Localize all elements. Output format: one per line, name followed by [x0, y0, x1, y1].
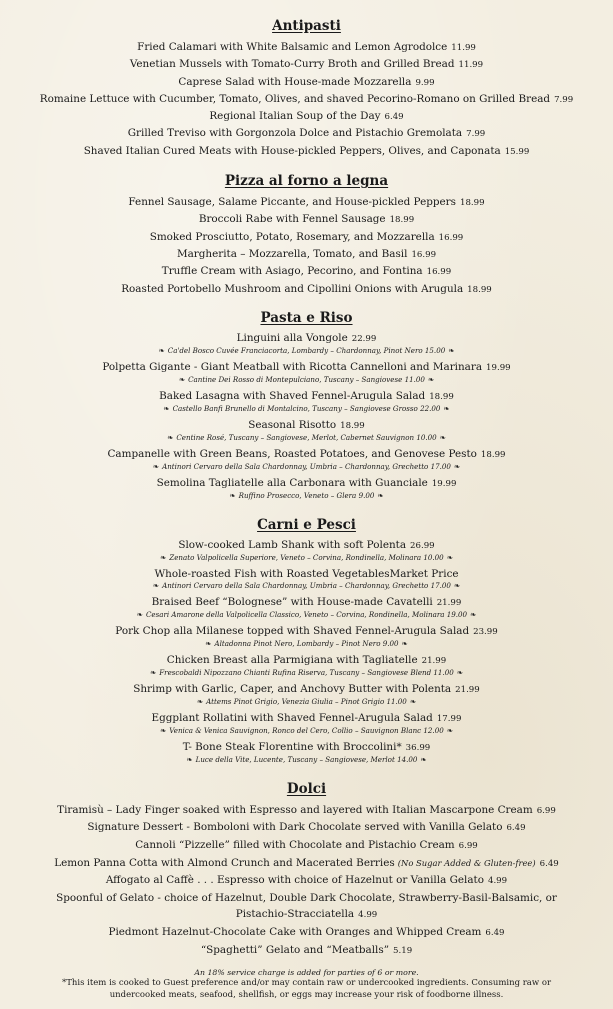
- menu-item: [0, 108, 613, 125]
- fleuron-icon: ❧: [152, 580, 160, 590]
- item-price: 5.19: [393, 945, 413, 956]
- item-name: Truffle Cream with Asiago, Pecorino, and Fontina: [161, 265, 423, 278]
- item-price: 26.99: [410, 540, 435, 551]
- menu-item: [0, 74, 613, 91]
- wine-pairing: ❧ Frescobaldi Nipozzano Chianti Rufina Riserva, Tuscany – Sangiovese Blend 11.00 ❧: [149, 667, 464, 677]
- item-price: 18.99: [467, 284, 492, 295]
- item-name: Pistachio-Stracciatella: [235, 908, 355, 921]
- item-name: Signature Dessert - Bomboloni with Dark Chocolate served with Vanilla Gelato: [87, 821, 503, 834]
- fleuron-icon: ❧: [186, 754, 193, 764]
- item-name: Fried Calamari with White Balsamic and Lemon Agrodolce: [137, 41, 448, 53]
- fleuron-icon: ❧: [453, 461, 461, 471]
- fleuron-icon: ❧: [420, 754, 427, 764]
- item-name: Spoonful of Gelato - choice of Hazelnut, Double Dark Chocolate, Strawberry-Basil-Balsamic, or: [56, 891, 557, 904]
- wine-pairing: ❧ Centine Rosé, Tuscany – Sangiovese, Merlot, Cabernet Sauvignon 10.00 ❧: [167, 432, 446, 442]
- item-price: 6.49: [485, 928, 505, 939]
- item-price: 9.99: [415, 77, 435, 88]
- item-name: Smoked Prosciutto, Potato, Rosemary, and Mozzarella: [149, 230, 435, 243]
- menu-item: [0, 538, 613, 563]
- item-name: Semolina Tagliatelle alla Carbonara with Guanciale: [156, 476, 428, 489]
- menu-item: [0, 246, 613, 263]
- wine-pairing: ❧ Ca'del Bosco Cuvée Franciacorta, Lombardy – Chardonnay, Pinot Nero 15.00 ❧: [158, 345, 455, 355]
- item-name: Piedmont Hazelnut-Chocolate Cake with Oranges and Whipped Cream: [108, 926, 482, 939]
- wine-pairing: ❧ Antinori Cervaro della Sala Chardonnay, Umbria – Chardonnay, Grechetto 17.00 ❧: [152, 580, 461, 590]
- fleuron-icon: ❧: [453, 580, 461, 590]
- menu-item: [0, 143, 613, 160]
- item-price: Market Price: [389, 567, 459, 580]
- wine-pairing: ❧ Cesari Amarone della Valpolicella Classico, Veneto – Corvina, Rondinella, Molinara 19.00 ❧: [136, 609, 477, 619]
- item-price: 19.99: [486, 362, 511, 373]
- fleuron-icon: ❧: [443, 403, 450, 413]
- fleuron-icon: ❧: [167, 432, 174, 442]
- pasta-section: [0, 310, 613, 501]
- item-price: 21.99: [455, 684, 480, 695]
- menu-item: [0, 872, 613, 890]
- menu-item: [0, 819, 613, 837]
- pizza-section: [0, 173, 613, 298]
- menu-item: [0, 56, 613, 73]
- fleuron-icon: ❧: [136, 609, 143, 619]
- item-price: 21.99: [436, 597, 462, 608]
- section-heading: Carni e Pesci: [257, 516, 356, 533]
- fleuron-icon: ❧: [160, 552, 167, 562]
- item-name: Cannoli “Pizzelle” filled with Chocolate and Pistachio Cream: [135, 839, 455, 852]
- item-name: Fennel Sausage, Salame Piccante, and House-pickled Peppers: [128, 196, 456, 209]
- disclaimer-line: undercooked meats, seafood, shellfish, or eggs may increase your risk of foodborne illness.: [109, 989, 504, 1000]
- wine-pairing: ❧ Altadonna Pinot Nero, Lombardy – Pinot Nero 9.00 ❧: [205, 638, 408, 648]
- wine-pairing: ❧ Venica & Venica Sauvignon, Ronco del Cero, Collio – Sauvignon Blanc 12.00 ❧: [159, 725, 454, 735]
- service-charge-note: An 18% service charge is added for parties of 6 or more.: [194, 968, 419, 978]
- item-price: 6.99: [458, 841, 478, 852]
- menu-item: [0, 125, 613, 142]
- menu-item: [0, 360, 613, 385]
- fleuron-icon: ❧: [470, 609, 477, 619]
- item-price: 19.99: [431, 478, 457, 489]
- section-heading: Antipasti: [272, 18, 341, 34]
- item-name: Campanelle with Green Beans, Roasted Potatoes, and Genovese Pesto: [107, 447, 477, 460]
- fleuron-icon: ❧: [377, 490, 384, 500]
- fleuron-icon: ❧: [163, 403, 170, 413]
- fleuron-icon: ❧: [401, 638, 408, 648]
- item-price: 18.99: [459, 198, 485, 209]
- item-price: 11.99: [451, 43, 476, 53]
- menu-item: [0, 447, 613, 472]
- menu-footer: [0, 967, 613, 1001]
- item-price: 16.99: [426, 267, 452, 278]
- item-name: Linguini alla Vongole: [236, 331, 348, 344]
- item-name: Lemon Panna Cotta with Almond Crunch and Macerated Berries: [54, 856, 395, 869]
- item-name: Chicken Breast alla Parmigiana with Tagliatelle: [166, 653, 418, 666]
- menu-item: [0, 890, 613, 907]
- carni-section: [0, 517, 613, 765]
- item-name: Slow-cooked Lamb Shank with soft Polenta: [178, 538, 407, 551]
- wine-pairing: ❧ Antinori Cervaro della Sala Chardonnay, Umbria – Chardonnay, Grechetto 17.00 ❧: [152, 461, 461, 471]
- item-price: 7.99: [466, 129, 486, 140]
- item-price: 18.99: [340, 420, 365, 431]
- fleuron-icon: ❧: [205, 638, 212, 648]
- item-name: Affogato al Caffè . . . Espresso with choice of Hazelnut or Vanilla Gelato: [105, 874, 484, 887]
- item-price: 23.99: [473, 626, 498, 637]
- menu-item: [0, 855, 613, 873]
- menu-item: [0, 595, 613, 620]
- item-name: Margherita – Mozzarella, Tomato, and Basil: [176, 247, 408, 260]
- wine-pairing: ❧ Castello Banfi Brunello di Montalcino, Tuscany – Sangiovese Grosso 22.00 ❧: [163, 403, 450, 413]
- item-name: Tiramisù – Lady Finger soaked with Espresso and layered with Italian Mascarpone Cream: [57, 803, 533, 816]
- menu-item: [0, 263, 613, 280]
- item-price: 16.99: [411, 249, 437, 260]
- item-name: Polpetta Gigante - Giant Meatball with Ricotta Cannelloni and Marinara: [102, 360, 483, 373]
- section-heading: Dolci: [286, 780, 327, 797]
- fleuron-icon: ❧: [158, 345, 165, 355]
- item-name: Regional Italian Soup of the Day: [209, 110, 381, 123]
- menu-item: [0, 39, 613, 56]
- item-name: Seasonal Risotto: [248, 418, 337, 431]
- section-heading: Pasta e Riso: [260, 309, 353, 326]
- menu-item: [0, 924, 613, 942]
- dietary-note: (No Sugar Added & Gluten-free): [397, 857, 536, 868]
- menu-item: [0, 567, 613, 591]
- menu-item: [0, 194, 613, 211]
- fleuron-icon: ❧: [159, 725, 167, 735]
- menu-item: [0, 711, 613, 736]
- item-name: Grilled Treviso with Gorgonzola Dolce and Pistachio Gremolata: [127, 127, 463, 140]
- menu-item: [0, 91, 613, 108]
- item-name: Caprese Salad with House-made Mozzarella: [178, 75, 412, 88]
- item-name: Shaved Italian Cured Meats with House-pickled Peppers, Olives, and Caponata: [83, 144, 501, 157]
- fleuron-icon: ❧: [439, 432, 446, 442]
- fleuron-icon: ❧: [229, 490, 236, 500]
- item-price: 17.99: [436, 713, 462, 724]
- item-price: 21.99: [421, 655, 447, 666]
- item-name: Braised Beef “Bolognese” with House-made Cavatelli: [151, 595, 433, 608]
- fleuron-icon: ❧: [152, 461, 160, 471]
- item-price: 6.49: [384, 112, 404, 123]
- wine-pairing: ❧ Zenato Valpolicella Superiore, Veneto – Corvina, Rondinella, Molinara 10.00 ❧: [160, 552, 453, 562]
- item-name: Pork Chop alla Milanese topped with Shaved Fennel-Arugula Salad: [115, 624, 470, 637]
- fleuron-icon: ❧: [149, 667, 157, 677]
- menu-item: [0, 418, 613, 443]
- item-price: 6.49: [539, 858, 559, 869]
- item-name: Roasted Portobello Mushroom and Cipollini Onions with Arugula: [121, 282, 464, 295]
- menu-item: [0, 281, 613, 298]
- menu-item: [0, 389, 613, 414]
- menu-item: [0, 653, 613, 678]
- item-price: 4.99: [358, 910, 378, 921]
- item-name: T- Bone Steak Florentine with Broccolini*: [182, 740, 402, 753]
- menu-item: [0, 837, 613, 855]
- item-price: 15.99: [504, 146, 530, 157]
- item-price: 4.99: [487, 876, 508, 887]
- fleuron-icon: ❧: [446, 552, 453, 562]
- menu-item: [0, 740, 613, 765]
- menu-item: [0, 331, 613, 356]
- item-price: 18.99: [480, 449, 506, 460]
- menu-item: [0, 624, 613, 649]
- item-name: Shrimp with Garlic, Caper, and Anchovy Butter with Polenta: [133, 682, 452, 695]
- menu-item-continued: [0, 906, 613, 924]
- item-name: Whole-roasted Fish with Roasted Vegetables: [154, 567, 390, 580]
- menu-item: [0, 802, 613, 820]
- menu-item: [0, 476, 613, 501]
- item-name: Broccoli Rabe with Fennel Sausage: [198, 213, 386, 226]
- section-heading: Pizza al forno a legna: [224, 173, 389, 190]
- wine-pairing: ❧ Attems Pinot Grigio, Venezia Giulia – Pinot Grigio 11.00 ❧: [196, 696, 417, 706]
- item-price: 22.99: [351, 333, 377, 344]
- fleuron-icon: ❧: [196, 696, 204, 706]
- antipasti-section: [0, 18, 613, 160]
- item-price: 36.99: [405, 742, 431, 753]
- item-price: 7.99: [554, 94, 574, 105]
- dolci-section: [0, 781, 613, 959]
- item-price: 16.99: [438, 232, 464, 243]
- item-price: 18.99: [389, 215, 415, 226]
- fleuron-icon: ❧: [446, 725, 454, 735]
- wine-pairing: ❧ Cantine Dei Rosso di Montepulciano, Tuscany – Sangiovese 11.00 ❧: [178, 374, 435, 384]
- item-price: 11.99: [458, 60, 484, 71]
- fleuron-icon: ❧: [456, 667, 464, 677]
- menu-item: [0, 942, 613, 960]
- menu-item: [0, 229, 613, 246]
- item-price: 18.99: [429, 391, 454, 402]
- menu-item: [0, 211, 613, 228]
- disclaimer-line: *This item is cooked to Guest preference and/or may contain raw or undercooked ingredients. Consuming raw or: [61, 978, 552, 989]
- item-price: 6.99: [536, 805, 556, 816]
- item-name: Baked Lasagna with Shaved Fennel-Arugula Salad: [159, 389, 426, 402]
- fleuron-icon: ❧: [448, 345, 455, 355]
- wine-pairing: ❧ Ruffino Prosecco, Veneto – Glera 9.00 ❧: [229, 490, 384, 500]
- menu-item: [0, 682, 613, 707]
- item-name: Eggplant Rollatini with Shaved Fennel-Arugula Salad: [151, 711, 433, 724]
- item-price: 6.49: [506, 823, 526, 834]
- fleuron-icon: ❧: [178, 374, 186, 384]
- wine-pairing: ❧ Luce della Vite, Lucente, Tuscany – Sangiovese, Merlot 14.00 ❧: [186, 754, 427, 764]
- item-name: Venetian Mussels with Tomato-Curry Broth and Grilled Bread: [129, 58, 455, 71]
- item-name: Romaine Lettuce with Cucumber, Tomato, Olives, and shaved Pecorino-Romano on Grilled Bread: [39, 92, 551, 105]
- fleuron-icon: ❧: [409, 696, 417, 706]
- fleuron-icon: ❧: [427, 374, 435, 384]
- item-name: “Spaghetti” Gelato and “Meatballs”: [200, 943, 390, 956]
